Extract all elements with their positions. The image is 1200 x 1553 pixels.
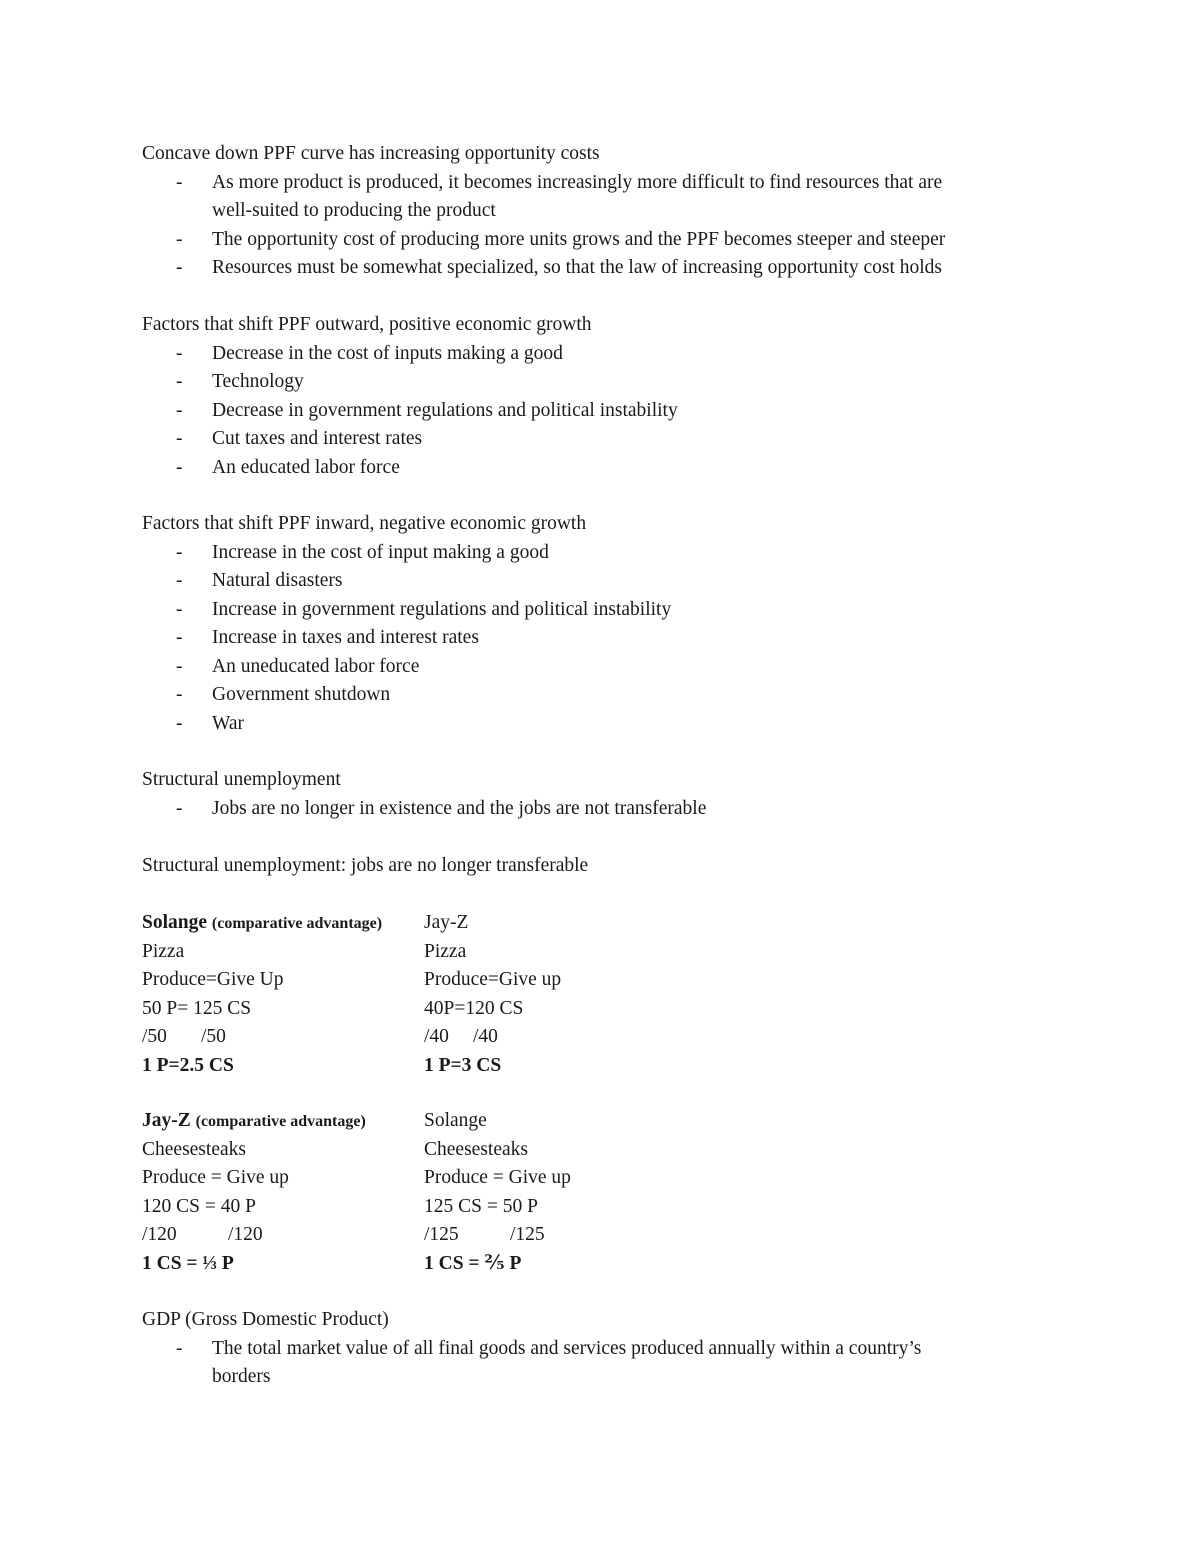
bullet-item: - Jobs are no longer in existence and the jobs are not transferable xyxy=(142,795,706,824)
equation-label: Produce = Give up xyxy=(142,1167,289,1188)
result-line: 1 P=3 CS xyxy=(424,1054,502,1076)
bullet-item: - Cut taxes and interest rates xyxy=(142,425,678,454)
dash-marker: - xyxy=(176,171,183,193)
dash-marker: - xyxy=(176,655,183,677)
bullet-item: - Technology xyxy=(142,368,678,397)
bullet-item: - Decrease in the cost of inputs making a good xyxy=(142,340,678,369)
good-label: Pizza xyxy=(424,940,467,962)
dash-marker: - xyxy=(176,797,183,819)
ppf-concave-section xyxy=(142,140,945,283)
bullet-item: - The total market value of all final goods and services produced annually within a country’s xyxy=(142,1335,921,1364)
column-heading: Jay-Z xyxy=(424,912,469,933)
equation-label: Produce=Give Up xyxy=(142,969,284,990)
bullet-item: - Increase in government regulations and political instability xyxy=(142,596,671,625)
bullet-item: - As more product is produced, it becomes increasingly more difficult to find resources that are xyxy=(142,169,945,198)
dash-marker: - xyxy=(176,712,183,734)
division-line: /120 /120 xyxy=(142,1224,263,1245)
bullet-item: - An uneducated labor force xyxy=(142,653,671,682)
dash-marker: - xyxy=(176,456,183,478)
gdp-section xyxy=(142,1306,921,1392)
dash-marker: - xyxy=(176,428,183,449)
equation-values: 125 CS = 50 P xyxy=(424,1195,538,1217)
dash-marker: - xyxy=(176,570,183,591)
bullet-item: - Decrease in government regulations and political instability xyxy=(142,397,678,426)
column-heading: Solange xyxy=(424,1110,487,1131)
bullet-item: - Natural disasters xyxy=(142,567,671,596)
section-heading: Factors that shift PPF outward, positive economic growth xyxy=(142,314,592,335)
bullet-item: - War xyxy=(142,710,671,739)
dash-marker: - xyxy=(176,684,183,705)
dash-marker: - xyxy=(176,541,183,563)
result-line: 1 CS = ⅖ P xyxy=(424,1252,522,1274)
good-label: Cheesesteaks xyxy=(424,1138,528,1160)
solange-pizza-column xyxy=(142,909,382,1080)
equation-values: 120 CS = 40 P xyxy=(142,1195,256,1217)
bullet-continuation: borders xyxy=(212,1366,271,1387)
dash-marker: - xyxy=(176,257,183,278)
division-line: /40 /40 xyxy=(424,1026,498,1047)
good-label: Pizza xyxy=(142,940,185,962)
summary-line: Structural unemployment: jobs are no longer transferable xyxy=(142,855,589,876)
result-line: 1 CS = ⅓ P xyxy=(142,1252,234,1274)
dash-marker: - xyxy=(176,371,183,392)
equation-label: Produce=Give up xyxy=(424,969,562,990)
equation-values: 50 P= 125 CS xyxy=(142,997,252,1019)
division-line: /50 /50 xyxy=(142,1026,226,1047)
shift-outward-section xyxy=(142,311,678,482)
division-line: /125 /125 xyxy=(424,1224,545,1245)
result-line: 1 P=2.5 CS xyxy=(142,1054,234,1076)
equation-values: 40P=120 CS xyxy=(424,997,524,1019)
bullet-item: - Government shutdown xyxy=(142,681,671,710)
shift-inward-section xyxy=(142,510,671,738)
jayz-pizza-column xyxy=(424,909,561,1080)
section-heading: Factors that shift PPF inward, negative economic growth xyxy=(142,513,587,534)
dash-marker: - xyxy=(176,228,183,250)
dash-marker: - xyxy=(176,598,183,620)
solange-cheesesteak-column xyxy=(424,1107,571,1278)
bullet-item: - Increase in the cost of input making a good xyxy=(142,539,671,568)
structural-section xyxy=(142,766,706,823)
column-heading: Jay-Z (comparative advantage) xyxy=(142,1110,366,1131)
bullet-item: - Resources must be somewhat specialized, so that the law of increasing opportunity cost holds xyxy=(142,254,945,283)
equation-label: Produce = Give up xyxy=(424,1167,571,1188)
section-heading: GDP (Gross Domestic Product) xyxy=(142,1309,389,1330)
dash-marker: - xyxy=(176,1337,183,1359)
column-heading: Solange (comparative advantage) xyxy=(142,912,383,933)
dash-marker: - xyxy=(176,627,183,648)
section-heading: Structural unemployment xyxy=(142,769,341,790)
bullet-item: - An educated labor force xyxy=(142,454,678,483)
bullet-continuation: well-suited to producing the product xyxy=(212,200,496,221)
structural-summary xyxy=(142,852,588,881)
good-label: Cheesesteaks xyxy=(142,1138,246,1160)
section-heading: Concave down PPF curve has increasing opportunity costs xyxy=(142,143,600,164)
bullet-item: - The opportunity cost of producing more units grows and the PPF becomes steeper and steeper xyxy=(142,226,945,255)
bullet-item: - Increase in taxes and interest rates xyxy=(142,624,671,653)
jayz-cheesesteak-column xyxy=(142,1107,366,1278)
dash-marker: - xyxy=(176,342,183,364)
dash-marker: - xyxy=(176,399,183,421)
